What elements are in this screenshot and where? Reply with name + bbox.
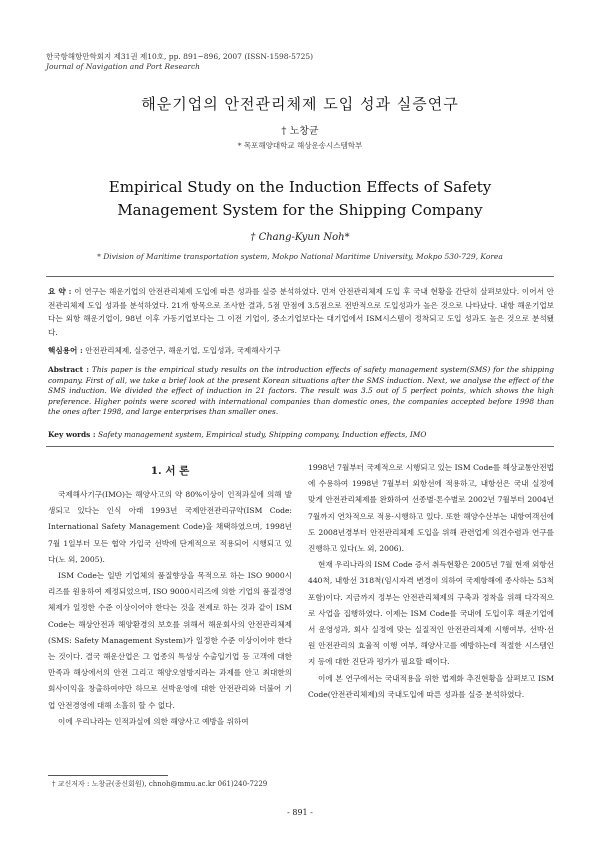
abstract-english <box>48 365 554 418</box>
abstract-korean-text: 이 연구는 해운기업의 안전관리체제 도입에 따른 성과를 실증 분석하였다. 먼저 안전관리체제 도입 후 국내 현황을 간단히 살펴보았다. 이어서 안전관리체제 도입 성과를 분석하였다. 21개 항목으로 조사한 결과, 5점 만점에 3.5점으로 전반적으로 도입성과가 높은 것으로 나타났다. 내항 해운기업보다는 외항 해운기업이, 98년 이후 가동기업보다는 그 이전 기업이, 중소기업보다는 대기업에서 ISM시스템이 정착되고 도입 성과도 높은 것으로 분석됐다. <box>48 287 555 337</box>
footnote-rule <box>48 775 168 776</box>
abstract-korean <box>48 285 554 339</box>
divider-bottom <box>46 446 554 447</box>
paragraph: 현재 우리나라의 ISM Code 증서 취득현황은 2005년 7월 현재 외항선 440척, 내항선 318척(임시자격 변경이 의하여 국제항해에 종사하는 53척 포함)이다. 지금까지 정부는 안전관리체제의 구축과 정착을 위해 다각적으로 사업을 집행하였다. 이제는 ISM Code를 국내에 도입이후 해운기업에서 운영성과, 회사 실정에 맞는 실질적인 안전관리체제 시행여부, 선박·선원 안전관리의 효율적 이행 여부, 해양사고를 예방하는데 적절한 시스템인지 등에 대한 진단과 평가가 필요할 때이다. <box>308 560 554 667</box>
body-column-left <box>48 487 292 730</box>
affiliation-english: * Division of Maritime transportation system, Mokpo National Maritime University, Mokpo 530-729, Korea <box>97 252 503 261</box>
paragraph: 이에 본 연구에서는 국내적용을 위한 법제화 추진현황을 살펴보고 ISM Code(안전관리체제)의 국내도입에 따른 성과를 실증 분석하였다. <box>308 673 554 699</box>
keywords-korean-label: 핵심용어 : <box>48 346 83 355</box>
keywords-korean-text: 안전관리체제, 실증연구, 해운기업, 도입성과, 국제해사기구 <box>85 346 281 355</box>
keywords-korean <box>48 345 554 356</box>
title-english: Empirical Study on the Induction Effects of Safety Management System for the Shipping Company <box>108 178 492 219</box>
journal-header <box>46 52 313 72</box>
title-korean: 해운기업의 안전관리체제 도입 성과 실증연구 <box>141 95 459 113</box>
affiliation-korean: * 목포해양대학교 해상운송시스템학부 <box>237 141 363 150</box>
footnote-corresponding-author: † 교신저자 : 노창균(종신회원), chnoh@mmu.ac.kr 061)240-7229 <box>52 780 268 788</box>
paragraph: 이에 우리나라는 인적과실에 의한 해양사고 예방을 위하여 <box>58 716 249 726</box>
author-english: † Chang-Kyun Noh* <box>250 232 350 243</box>
paragraph: 국제해사기구(IMO)는 해양사고의 약 80%이상이 인적과실에 의해 발생되고 있다는 인식 아래 1993년 국제안전관리규약(ISM Code: International Safety Management Code)을 채택하였으며, 1998년 7월 1일부터 모든 협약 가입국 선박에 단계적으로 적용되어 시행되고 있다(노 외, 2005). <box>48 490 292 564</box>
page-number: - 891 - <box>287 808 313 817</box>
keywords-english-text: Safety management system, Empirical study, Shipping company, Induction effects, IMO <box>98 430 427 439</box>
abstract-english-label: Abstract : <box>48 365 89 374</box>
journal-citation-ko: 한국항해항만학회지 제31권 제10호, pp. 891~896, 2007 (ISSN-1598-5725) <box>46 52 314 61</box>
journal-name-en: Journal of Navigation and Port Research <box>46 62 200 71</box>
abstract-korean-label: 요 약 : <box>48 287 72 296</box>
abstract-english-text: This paper is the empirical study results on the introduction effects of safety management system(SMS) for the shipping company. First of all, we take a brief look at the present Korean situations after the SMS induction. Next, we analyse the effect of the SMS induction. We divided the effect of induction in 21 factors. The result was 3.5 out of 5 perfect points, which shows the high preference. Higher points were scored with international companies than domestic ones, the companies accepted before 1998 than the ones after 1998, and large enterprises than smaller ones. <box>48 365 554 416</box>
paragraph: 1998년 7월부터 국제적으로 시행되고 있는 ISM Code를 해상교통안전법에 수용하여 1998년 7월부터 외항선에 적용하고, 내항선은 국내 실정에 맞게 안전관리체제를 완화하여 선종별·톤수별로 2002년 7월부터 2004년 7월까지 연차적으로 적용·시행하고 있다. 또한 해양수산부는 내항여객선에도 2008년경부터 안전관리체제 도입을 위해 관련업계 의견수렴과 연구를 진행하고 있다(노 외, 2006). <box>308 463 554 554</box>
author-korean: † 노창균 <box>281 126 319 137</box>
keywords-english <box>48 430 554 439</box>
divider-top <box>46 276 554 277</box>
body-column-right <box>308 460 554 703</box>
section-title-introduction: 1. 서 론 <box>150 465 190 477</box>
keywords-english-label: Key words : <box>48 430 96 439</box>
paragraph: ISM Code는 일반 기업체의 품질향상을 목적으로 하는 ISO 9000시리즈를 원용하여 제정되었으며, ISO 9000시리즈에 의한 기업의 품질경영체제가 일정한 수준 이상이어야 한다는 것을 전제로 하는 것과 같이 ISM Code는 해상안전과 해양환경의 보호를 위해서 해운회사의 안전관리체제(SMS: Safety Management System)가 일정한 수준 이상이어야 한다는 것이다. 결국 해운산업은 그 업종의 특성상 수출입기업 등 고객에 대한 만족과 해상에서의 안전 그리고 해양오염방지라는 과제를 안고 최대한의 회사이익을 창출하여야만 하므로 선박운영에 대한 안전관리와 더불어 기업 안전경영에 대해 소홀히 할 수 없다. <box>48 571 292 710</box>
